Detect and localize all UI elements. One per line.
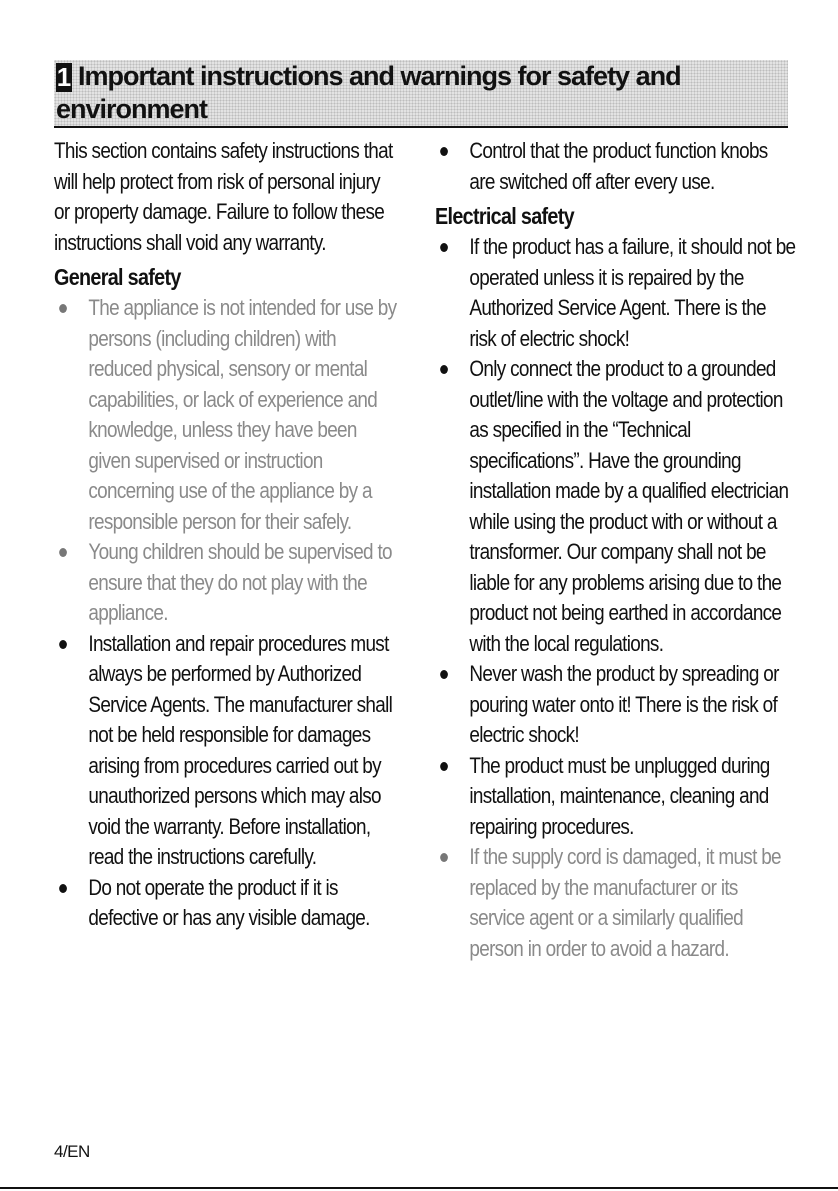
general-safety-list-continued — [435, 136, 796, 197]
bottom-divider — [0, 1187, 838, 1189]
section-title — [56, 60, 778, 126]
list-item: Never wash the product by spreading or pouring water onto it! There is the risk of electric shock! — [435, 659, 796, 751]
intro-paragraph: This section contains safety instructions that will help protect from risk of personal injury or property damage. Failure to follow these instructions shall void any warranty. — [54, 138, 393, 255]
page-number: 4/EN — [54, 1142, 90, 1161]
general-safety-list — [54, 293, 398, 934]
bullet-icon — [440, 670, 448, 679]
bullet-icon — [440, 853, 448, 862]
bullet-icon — [440, 147, 448, 156]
bullet-icon — [440, 762, 448, 771]
list-item: If the product has a failure, it should not be operated unless it is repaired by the Authorized Service Agent. There is the risk of electric shock! — [435, 232, 796, 354]
section-title-line1: Important instructions and warnings for safety and — [78, 61, 681, 91]
list-item: Installation and repair procedures must always be performed by Authorized Service Agents. The manufacturer shall not be held responsible for damages arising from procedures carried out by unauthorized persons which may also void the warranty. Before installation, read the instructions carefully. — [54, 629, 398, 873]
list-item: Do not operate the product if it is defective or has any visible damage. — [54, 873, 398, 934]
list-item: The appliance is not intended for use by persons (including children) with reduced physical, sensory or mental capabilities, or lack of experience and knowledge, unless they have been given supervised or instruction concerning use of the appliance by a responsible person for their safely. — [54, 293, 398, 537]
bullet-icon — [59, 884, 67, 893]
list-item: If the supply cord is damaged, it must be replaced by the manufacturer or its service agent or a similarly qualified person in order to avoid a hazard. — [435, 842, 796, 964]
list-item: The product must be unplugged during installation, maintenance, cleaning and repairing procedures. — [435, 751, 796, 843]
bullet-icon — [440, 243, 448, 252]
bullet-icon — [59, 304, 67, 313]
section-number-badge: 1 — [56, 62, 72, 92]
bullet-icon — [59, 548, 67, 557]
bullet-icon — [440, 365, 448, 374]
general-safety-heading: General safety — [54, 264, 181, 290]
bullet-icon — [59, 640, 67, 649]
electrical-safety-list — [435, 232, 796, 964]
section-title-line2: environment — [56, 94, 208, 124]
list-item: Young children should be supervised to ensure that they do not play with the appliance. — [54, 537, 398, 629]
section-header — [54, 60, 788, 128]
left-column — [54, 136, 398, 934]
list-item: Only connect the product to a grounded outlet/line with the voltage and protection as specified in the “Technical specifications”. Have the grounding installation made by a qualified electrician while using the product with or without a transformer. Our company shall not be liable for any problems arising due to the product not being earthed in accordance with the local regulations. — [435, 354, 796, 659]
right-column — [435, 136, 796, 964]
electrical-safety-heading: Electrical safety — [435, 203, 574, 229]
list-item: Control that the product function knobs are switched off after every use. — [435, 136, 796, 197]
